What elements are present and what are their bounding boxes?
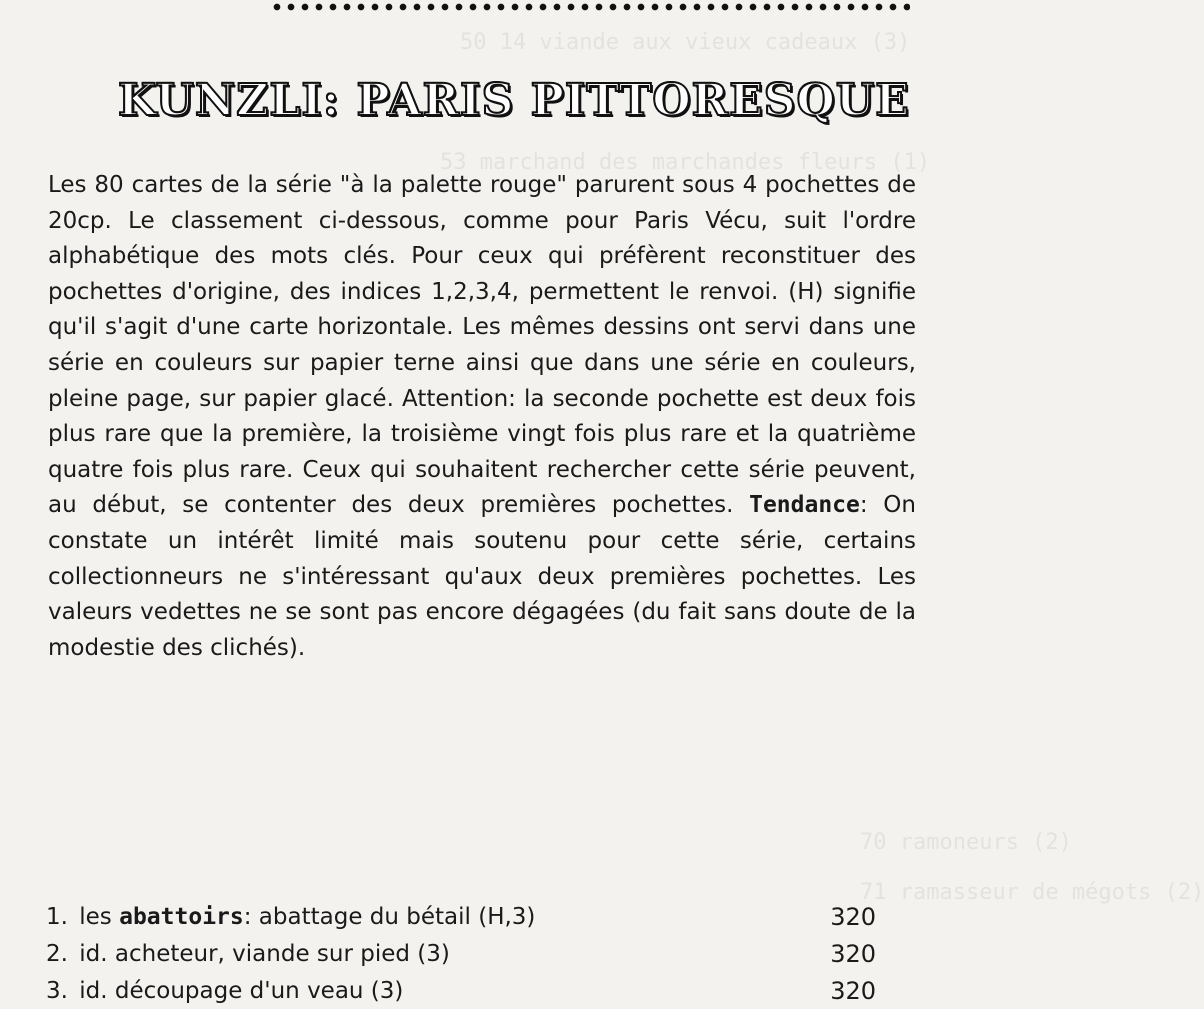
item-text: id. découpage d'un veau (3) <box>79 977 404 1004</box>
list-item <box>46 898 876 935</box>
item-number: 1. <box>46 903 68 930</box>
dotted-rule <box>270 0 910 14</box>
tendance-label: Tendance <box>749 492 860 519</box>
intro-text: Les 80 cartes de la série "à la palette rouge" parurent sous 4 pochettes de 20cp. Le classement ci-dessous, comme pour Paris Vécu, suit l'ordre alphabétique des mots clés. Pour ceux qui préfèrent reconstituer des pochettes d'origine, des indices 1,2,3,4, permettent le renvoi. (H) signifie qu'il s'agit d'une carte horizontale. Les mêmes dessins ont servi dans une série en couleurs sur papier terne ainsi que dans une série en couleurs, pleine page, sur papier glacé. Attention: la seconde pochette est deux fois plus rare que la première, la troisième vingt fois plus rare et la quatrième quatre fois plus rare. Ceux qui souhaitent rechercher cette série peuvent, au début, se contenter des deux premières pochettes. <box>48 172 916 519</box>
item-text: id. acheteur, viande sur pied (3) <box>79 940 450 967</box>
item-price: 320 <box>830 902 876 931</box>
list-item <box>46 972 876 1009</box>
card-list <box>46 898 876 1009</box>
list-item <box>46 935 876 972</box>
page-title: KUNZLI: PARIS PITTORESQUE <box>118 75 910 126</box>
tendance-text: : On constate un intérêt limité mais soutenu pour cette série, certains collectionneurs ne s'intéressant qu'aux deux premières pochettes. Les valeurs vedettes ne se sont pas encore dégagées (du fait sans doute de la modestie des clichés). <box>48 492 916 661</box>
item-text: les <box>79 903 120 930</box>
item-price: 320 <box>830 976 876 1005</box>
item-keyword: abattoirs <box>119 903 244 930</box>
item-number: 2. <box>46 940 68 967</box>
intro-paragraph <box>48 168 916 666</box>
item-number: 3. <box>46 977 68 1004</box>
item-price: 320 <box>830 939 876 968</box>
item-detail: : abattage du bétail (H,3) <box>243 903 536 930</box>
